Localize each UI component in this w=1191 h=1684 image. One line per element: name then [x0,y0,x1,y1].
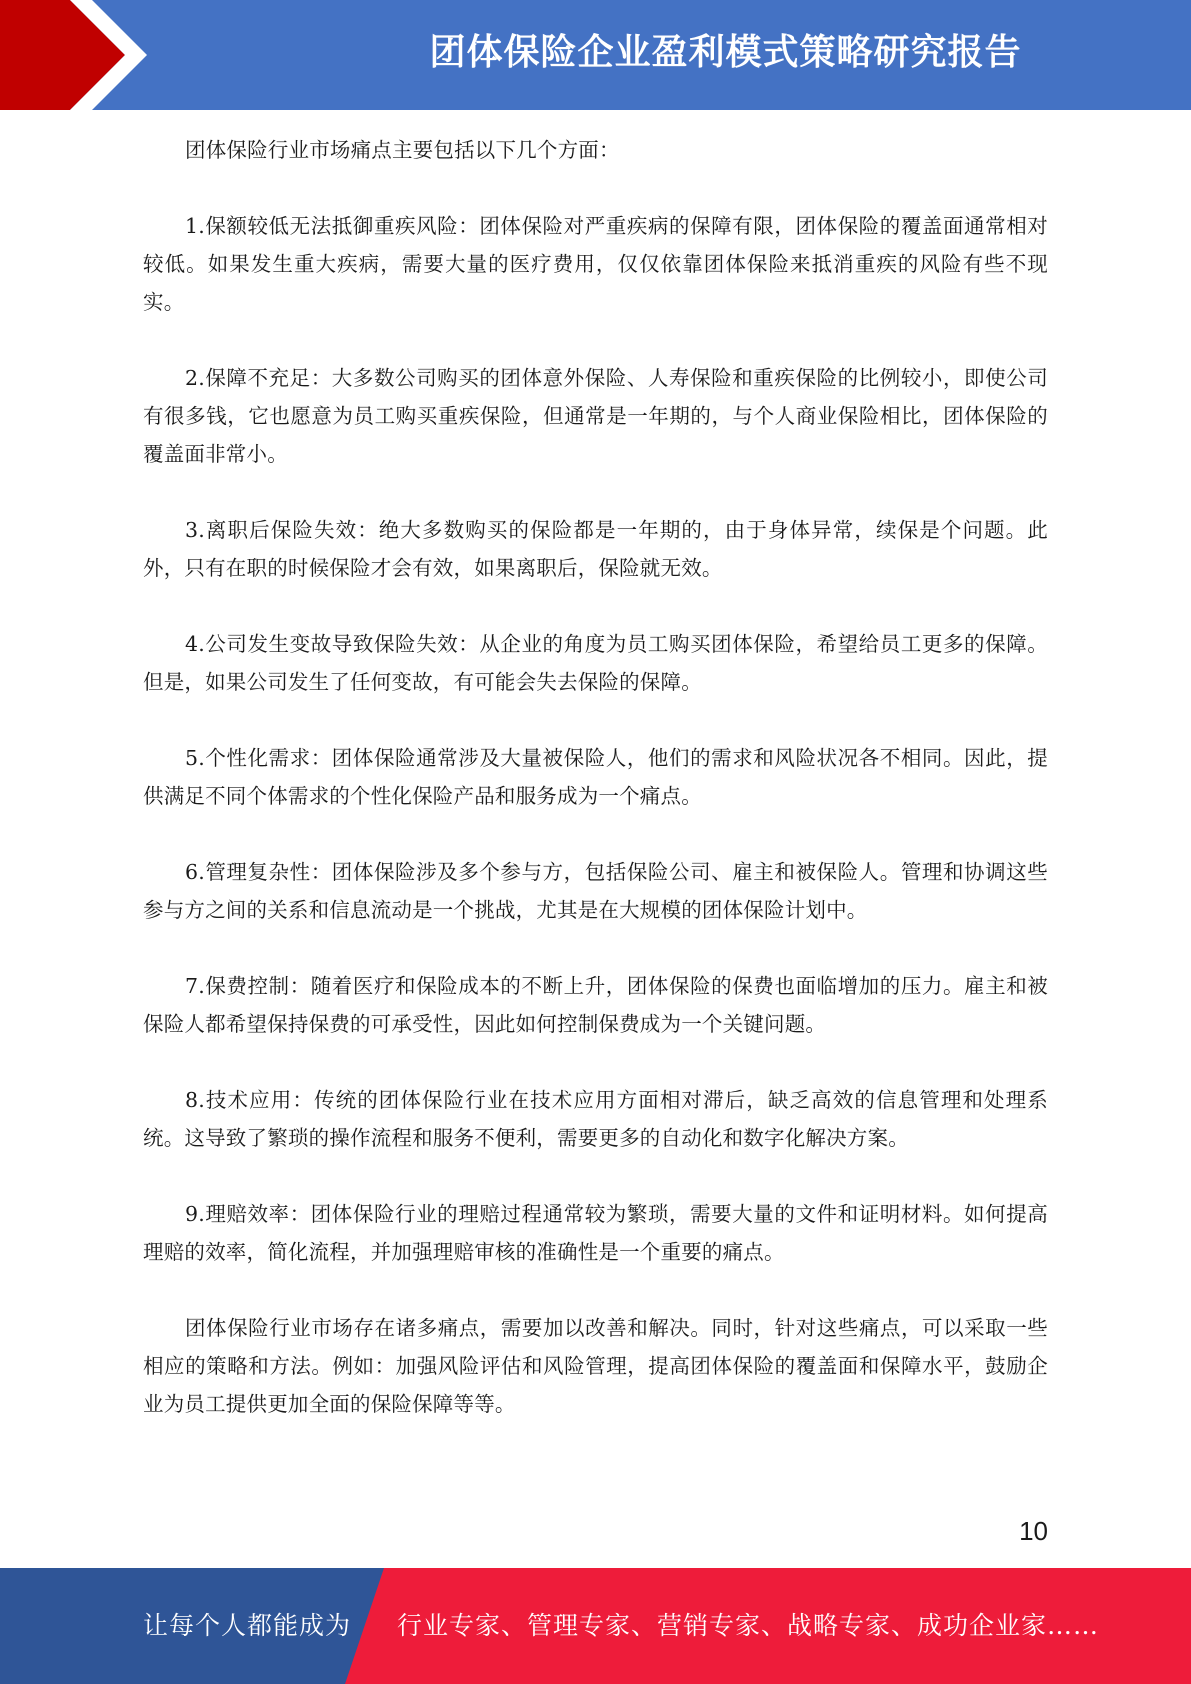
pain-point-9: 9.理赔效率：团体保险行业的理赔过程通常较为繁琐，需要大量的文件和证明材料。如何提高理赔的效率，简化流程，并加强理赔审核的准确性是一个重要的痛点。 [143,1202,1048,1264]
conclusion-paragraph: 团体保险行业市场存在诸多痛点，需要加以改善和解决。同时，针对这些痛点，可以采取一些相应的策略和方法。例如：加强风险评估和风险管理，提高团体保险的覆盖面和保障水平，鼓励企业为员工提供更加全面的保险保障等等。 [143,1316,1048,1416]
document-body [143,131,1048,1461]
footer-banner [0,1568,1191,1684]
header-banner [0,0,1191,110]
footer-slogan-left: 让每个人都能成为 [143,1611,352,1640]
pain-point-6: 6.管理复杂性：团体保险涉及多个参与方，包括保险公司、雇主和被保险人。管理和协调这些参与方之间的关系和信息流动是一个挑战，尤其是在大规模的团体保险计划中。 [143,860,1048,922]
pain-point-1: 1.保额较低无法抵御重疾风险：团体保险对严重疾病的保障有限，团体保险的覆盖面通常相对较低。如果发生重大疾病，需要大量的医疗费用，仅仅依靠团体保险来抵消重疾的风险有些不现实。 [143,214,1048,314]
pain-point-8: 8.技术应用：传统的团体保险行业在技术应用方面相对滞后，缺乏高效的信息管理和处理系统。这导致了繁琐的操作流程和服务不便利，需要更多的自动化和数字化解决方案。 [143,1088,1048,1150]
pain-point-5: 5.个性化需求：团体保险通常涉及大量被保险人，他们的需求和风险状况各不相同。因此，提供满足不同个体需求的个性化保险产品和服务成为一个痛点。 [143,746,1048,808]
pain-point-7: 7.保费控制：随着医疗和保险成本的不断上升，团体保险的保费也面临增加的压力。雇主和被保险人都希望保持保费的可承受性，因此如何控制保费成为一个关键问题。 [143,974,1048,1036]
pain-point-4: 4.公司发生变故导致保险失效：从企业的角度为员工购买团体保险，希望给员工更多的保障。但是，如果公司发生了任何变故，有可能会失去保险的保障。 [143,632,1048,694]
pain-point-3: 3.离职后保险失效：绝大多数购买的保险都是一年期的，由于身体异常，续保是个问题。此外，只有在职的时候保险才会有效，如果离职后，保险就无效。 [143,518,1048,580]
pain-point-2: 2.保障不充足：大多数公司购买的团体意外保险、人寿保险和重疾保险的比例较小，即使公司有很多钱，它也愿意为员工购买重疾保险，但通常是一年期的，与个人商业保险相比，团体保险的覆盖面非常小。 [143,366,1048,466]
footer-slogan-right: 行业专家、管理专家、营销专家、战略专家、成功企业家…… [397,1611,1100,1640]
intro-paragraph: 团体保险行业市场痛点主要包括以下几个方面： [185,138,620,162]
page-number: 10 [1019,1516,1048,1546]
document-title: 团体保险企业盈利模式策略研究报告 [429,32,1022,73]
chevron-arrow-icon [0,0,160,110]
